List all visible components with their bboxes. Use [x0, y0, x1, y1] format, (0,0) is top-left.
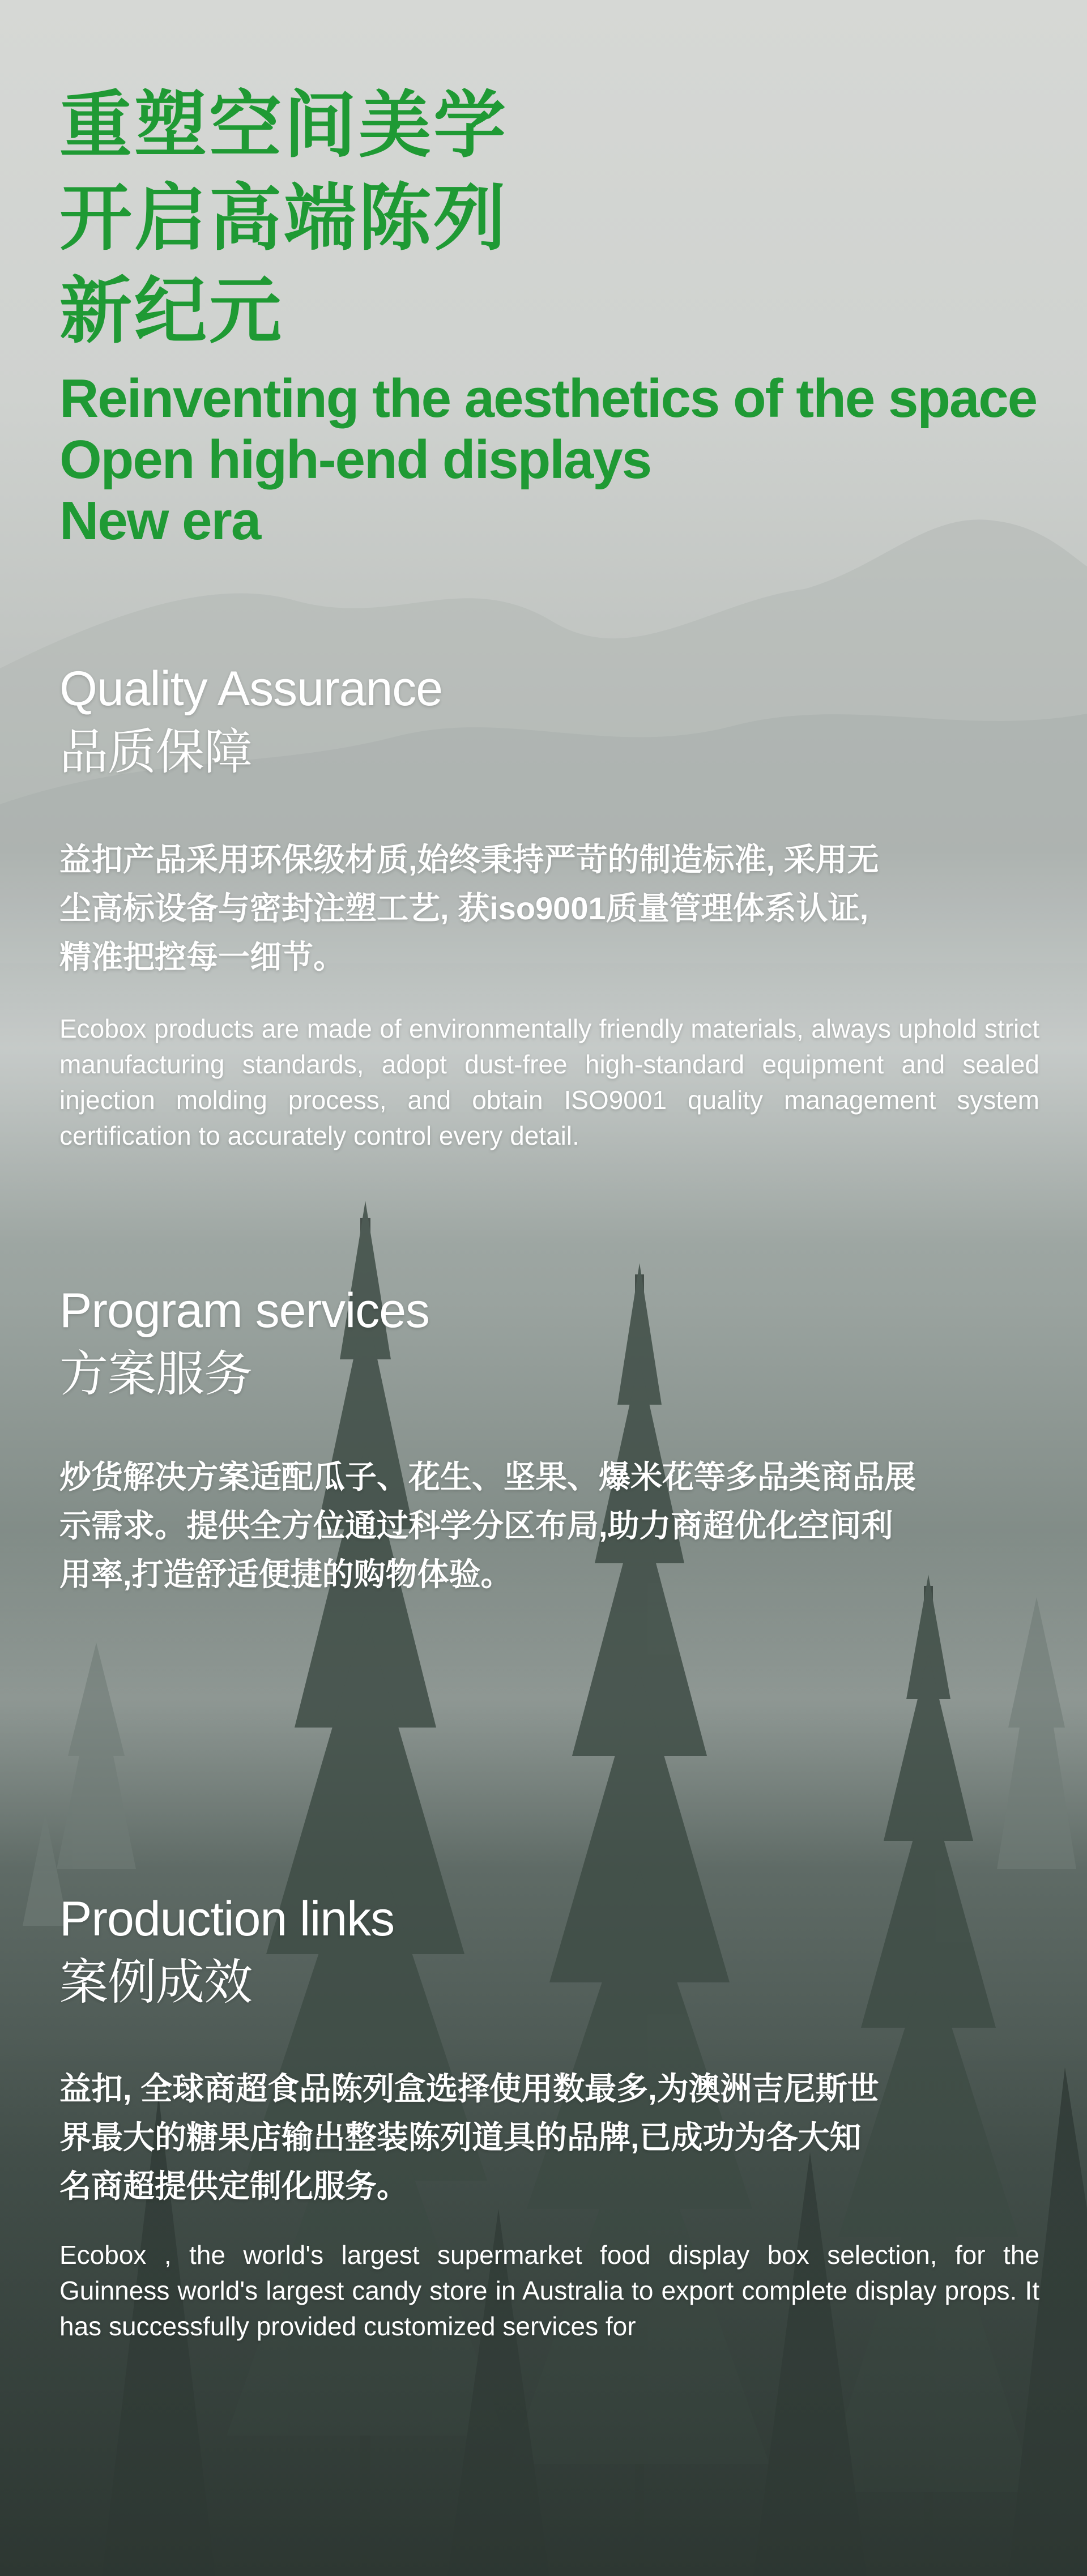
hero-headline-en: [59, 368, 1039, 552]
section-text-en-production: Ecobox , the world's largest supermarket food display box selection, for the Guinness world's largest candy store in Australia to export complete display props. It has successfully provided customized services for: [59, 2240, 1039, 2341]
text-line: 尘高标设备与密封注塑工艺, 获iso9001质量管理体系认证,: [59, 890, 869, 926]
section-title-en: Quality Assurance: [59, 662, 443, 716]
hero-en-line-3: New era: [59, 491, 261, 551]
hero-cn-line-3: 新纪元: [59, 271, 284, 352]
text-line: 界最大的糖果店输出整装陈列道具的品牌,已成功为各大知: [59, 2119, 862, 2155]
section-title-quality: [59, 657, 1039, 784]
section-title-cn: 方案服务: [59, 1347, 252, 1401]
hero-en-line-1: Reinventing the aesthetics of the space: [59, 368, 1037, 429]
section-title-cn: 品质保障: [59, 725, 252, 779]
text-line: 名商超提供定制化服务。: [59, 2168, 408, 2204]
hero-cn-line-2: 开启高端陈列: [59, 178, 509, 259]
section-title-program: [59, 1279, 1039, 1406]
section-text-en-quality: Ecobox products are made of environmentally friendly materials, always uphold strict manufacturing standards, adopt dust-free high-standard equipment and sealed injection molding process, and obtain ISO9001 quality management system certification to accurately control every detail.: [59, 1014, 1039, 1150]
section-title-production: [59, 1887, 1039, 2014]
text-line: 益扣, 全球商超食品陈列盒选择使用数最多,为澳洲吉尼斯世: [59, 2071, 879, 2106]
section-text-cn-production: [59, 2065, 1039, 2211]
text-line: 示需求。提供全方位通过科学分区布局,助力商超优化空间利: [59, 1508, 893, 1543]
hero-cn-line-1: 重塑空间美学: [59, 85, 509, 166]
hero-headline-cn: [59, 79, 1039, 358]
text-line: 用率,打造舒适便捷的购物体验。: [59, 1556, 513, 1592]
text-line: 炒货解决方案适配瓜子、花生、坚果、爆米花等多品类商品展: [59, 1459, 916, 1495]
section-title-cn: 案例成效: [59, 1955, 252, 2010]
section-title-en: Production links: [59, 1892, 395, 1946]
text-line: 益扣产品采用环保级材质,始终秉持严苛的制造标准, 采用无: [59, 842, 879, 877]
hero-en-line-2: Open high-end displays: [59, 429, 651, 490]
section-text-cn-program: [59, 1453, 1039, 1599]
section-text-cn-quality: [59, 835, 1039, 982]
text-line: 精准把控每一细节。: [59, 939, 345, 975]
section-title-en: Program services: [59, 1283, 430, 1338]
